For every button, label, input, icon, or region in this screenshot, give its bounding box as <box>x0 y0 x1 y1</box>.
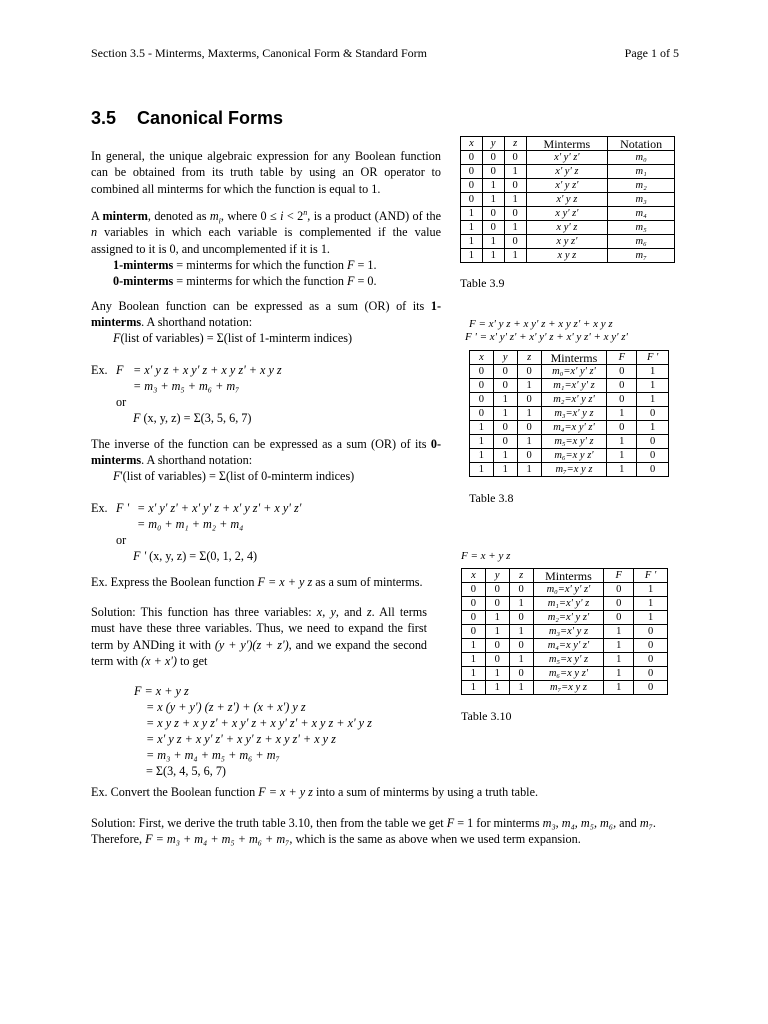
table-cell: 0 <box>637 435 669 449</box>
example-1-eq1: = x' y z + x y' z + x y z' + x y z <box>133 363 282 377</box>
expansion-line-3: = x' y z + x y' z' + x y' z + x y z' + x y z <box>146 732 336 746</box>
example-1-eq3: F (x, y, z) = Σ(3, 5, 6, 7) <box>133 411 252 425</box>
expansion-line-0: F = x + y z <box>134 684 189 698</box>
table-cell: m₀ <box>608 151 675 165</box>
table-cell: 1 <box>509 681 533 695</box>
table-row <box>462 681 668 695</box>
table-cell: m₆=x y z' <box>533 667 604 681</box>
table-cell: 0 <box>493 435 517 449</box>
expansion-line-2: = x y z + x y z' + x y' z + x y' z' + x y z + x' y z <box>146 716 372 730</box>
table-cell: 1 <box>509 625 533 639</box>
minterm-definition: A minterm, denoted as $m_i$, where $0 \le i < 2^n$, is a product (AND) of the n variables in which each variable is complemented if the value assigned to it is 0, and uncomplemented if it is 1. <box>91 207 441 256</box>
table-row <box>461 207 675 221</box>
table-cell: 0 <box>470 407 494 421</box>
example-2-or: or <box>116 533 127 547</box>
table-3-8-header-f-prime: F ' <box>637 351 669 365</box>
table-row <box>462 611 668 625</box>
table-cell: 0 <box>604 583 634 597</box>
table-cell: 0 <box>482 151 504 165</box>
table-3-8-caption: Table 3.8 <box>469 491 514 505</box>
table-3-8-header-f: F <box>607 351 637 365</box>
table-cell: 1 <box>517 379 541 393</box>
table-3-10-body <box>462 583 668 695</box>
table-3-8-header-z: z <box>517 351 541 365</box>
table-cell: 0 <box>604 597 634 611</box>
table-3-10-caption: Table 3.10 <box>461 709 512 723</box>
table-cell: m₃=x' y z <box>533 625 604 639</box>
table-row <box>470 421 669 435</box>
table-cell: 0 <box>493 379 517 393</box>
example-2-eq1: = x' y' z' + x' y' z + x' y z' + x y' z' <box>137 501 302 515</box>
table-3-10-header-minterms: Minterms <box>533 569 604 583</box>
table-cell: 0 <box>634 639 668 653</box>
table-cell: 0 <box>509 583 533 597</box>
table-cell: 0 <box>637 449 669 463</box>
table-cell: 1 <box>493 407 517 421</box>
table-row <box>470 379 669 393</box>
table-3-9-header-notation: Notation <box>608 137 675 151</box>
table-cell: 1 <box>637 379 669 393</box>
table-3-8-equation-f: F = x' y z + x y' z + x y z' + x y z <box>469 318 613 330</box>
table-cell: 1 <box>607 435 637 449</box>
table-cell: 1 <box>461 221 483 235</box>
table-3-8-header-minterms: Minterms <box>541 351 607 365</box>
table-cell: m₁=x' y' z <box>533 597 604 611</box>
table-row <box>461 193 675 207</box>
table-cell: 1 <box>637 421 669 435</box>
solution-2: Solution: First, we derive the truth table 3.10, then from the table we get F = 1 for minterms m₃, m₄, m₅, m₆, and m₇. Therefore, F = m₃ + m₄ + m₅ + m₆ + m₇, which is the same as above when we used term expansion. <box>91 816 656 847</box>
table-cell: 0 <box>517 393 541 407</box>
table-row <box>470 365 669 379</box>
table-row <box>462 597 668 611</box>
table-cell: 0 <box>509 611 533 625</box>
table-cell: 0 <box>482 221 504 235</box>
table-cell: 1 <box>517 463 541 477</box>
table-cell: 1 <box>461 235 483 249</box>
example-1-f: F <box>116 363 124 377</box>
table-cell: m₁=x' y' z <box>541 379 607 393</box>
table-cell: 1 <box>462 639 486 653</box>
table-3-9-header-x: x <box>461 137 483 151</box>
table-cell: 0 <box>470 393 494 407</box>
table-3-8-equation-f-prime: F ' = x' y' z' + x' y' z + x' y z' + x y' z' <box>465 331 628 343</box>
table-cell: 0 <box>504 151 526 165</box>
table-row <box>470 407 669 421</box>
table-row <box>462 667 668 681</box>
table-cell: m₀=x' y' z' <box>533 583 604 597</box>
table-cell: x' y z' <box>526 179 608 193</box>
table-cell: 1 <box>607 449 637 463</box>
table-cell: x y z <box>526 249 608 263</box>
table-cell: 1 <box>607 463 637 477</box>
table-cell: 0 <box>517 365 541 379</box>
table-cell: 0 <box>637 407 669 421</box>
table-cell: m₅ <box>608 221 675 235</box>
table-cell: m₃ <box>608 193 675 207</box>
table-cell: 1 <box>470 463 494 477</box>
table-cell: 0 <box>482 165 504 179</box>
table-cell: 1 <box>462 681 486 695</box>
table-3-8-header-y: y <box>493 351 517 365</box>
table-cell: 0 <box>634 681 668 695</box>
table-cell: x' y' z <box>526 165 608 179</box>
table-cell: m₄=x y' z' <box>533 639 604 653</box>
table-cell: m₀=x' y' z' <box>541 365 607 379</box>
table-cell: 1 <box>637 365 669 379</box>
table-cell: m₆ <box>608 235 675 249</box>
table-cell: 1 <box>482 179 504 193</box>
table-3-10-header-f-prime: F ' <box>634 569 668 583</box>
table-cell: 1 <box>482 249 504 263</box>
zero-minterm-notation: F'(list of variables) = Σ(list of 0-minterm indices) <box>113 469 355 483</box>
example-2-f: F ' <box>116 501 130 515</box>
table-cell: 0 <box>607 379 637 393</box>
example-2-eq3: F ' (x, y, z) = Σ(0, 1, 2, 4) <box>133 549 258 563</box>
table-cell: 0 <box>462 597 486 611</box>
table-cell: m₂=x' y z' <box>541 393 607 407</box>
table-cell: 1 <box>485 681 509 695</box>
table-cell: 0 <box>462 583 486 597</box>
table-cell: 1 <box>504 165 526 179</box>
table-3-10-header-y: y <box>485 569 509 583</box>
table-cell: 1 <box>482 193 504 207</box>
page-header-section: Section 3.5 - Minterms, Maxterms, Canonical Form & Standard Form <box>91 46 427 60</box>
solution-1: Solution: This function has three variables: x, y, and z. All terms must have these three variables. Thus, we need to expand the first term by ANDing it with (y + y')(z + z'), and we expand the second term with (x + x') to get <box>91 605 428 669</box>
table-3-9-header-z: z <box>504 137 526 151</box>
sum-of-one-minterms: Any Boolean function can be expressed as a sum (OR) of its 1- minterms. A shorthand notation: <box>91 299 441 330</box>
table-cell: 0 <box>462 611 486 625</box>
table-row <box>461 249 675 263</box>
table-cell: 0 <box>604 611 634 625</box>
section-title-text: Canonical Forms <box>137 108 284 128</box>
table-cell: 1 <box>634 583 668 597</box>
table-cell: x y' z <box>526 221 608 235</box>
table-cell: 1 <box>470 435 494 449</box>
table-cell: 0 <box>637 463 669 477</box>
table-cell: 0 <box>607 421 637 435</box>
table-cell: 0 <box>509 667 533 681</box>
table-3-9-header-minterms: Minterms <box>526 137 608 151</box>
table-cell: 1 <box>462 653 486 667</box>
table-cell: m₅=x y' z <box>533 653 604 667</box>
table-cell: 1 <box>504 249 526 263</box>
table-row <box>470 435 669 449</box>
table-cell: m₇=x y z <box>541 463 607 477</box>
table-cell: 1 <box>509 597 533 611</box>
table-cell: 0 <box>493 421 517 435</box>
table-cell: 1 <box>504 221 526 235</box>
table-cell: m₇ <box>608 249 675 263</box>
table-cell: m₄ <box>608 207 675 221</box>
table-cell: 1 <box>493 393 517 407</box>
one-minterms-line: 1-minterms = minterms for which the function F = 1. <box>113 258 377 272</box>
table-cell: 0 <box>607 393 637 407</box>
table-cell: 1 <box>604 639 634 653</box>
table-cell: 1 <box>493 463 517 477</box>
table-row <box>462 653 668 667</box>
example-1-label: Ex. <box>91 363 108 377</box>
table-cell: 1 <box>462 667 486 681</box>
table-cell: x y' z' <box>526 207 608 221</box>
one-minterm-notation: F(list of variables) = Σ(list of 1-minterm indices) <box>113 331 353 345</box>
example-1-or: or <box>116 395 127 409</box>
table-cell: 1 <box>637 393 669 407</box>
table-cell: 1 <box>604 625 634 639</box>
table-cell: x y z' <box>526 235 608 249</box>
table-cell: 1 <box>517 407 541 421</box>
table-cell: x' y' z' <box>526 151 608 165</box>
table-cell: 1 <box>604 653 634 667</box>
expansion-line-1: = x (y + y') (z + z') + (x + x') y z <box>146 700 306 714</box>
table-cell: 0 <box>517 421 541 435</box>
table-row <box>462 583 668 597</box>
expansion-line-4: = m₃ + m₄ + m₅ + m₆ + m₇ <box>146 748 280 762</box>
table-cell: m₆=x y z' <box>541 449 607 463</box>
table-row <box>461 151 675 165</box>
table-cell: 0 <box>509 639 533 653</box>
table-3-10-header-f: F <box>604 569 634 583</box>
table-cell: 0 <box>461 193 483 207</box>
table-3-10 <box>461 568 668 695</box>
table-cell: 0 <box>470 365 494 379</box>
table-cell: x' y z <box>526 193 608 207</box>
table-3-8-body <box>470 365 669 477</box>
section-number: 3.5 <box>91 108 117 128</box>
table-3-10-header-x: x <box>462 569 486 583</box>
table-row <box>470 449 669 463</box>
table-cell: 0 <box>461 165 483 179</box>
table-cell: 1 <box>517 435 541 449</box>
table-cell: 0 <box>517 449 541 463</box>
table-row <box>461 221 675 235</box>
page-number: Page 1 of 5 <box>624 46 679 60</box>
sum-of-zero-minterms: The inverse of the function can be expressed as a sum (OR) of its 0- minterms. A shorthand notation: <box>91 437 441 468</box>
table-3-9-body <box>461 151 675 263</box>
table-cell: 0 <box>504 207 526 221</box>
table-row <box>461 235 675 249</box>
table-cell: 1 <box>493 449 517 463</box>
table-cell: 0 <box>607 365 637 379</box>
table-cell: 1 <box>509 653 533 667</box>
table-cell: m₂=x' y z' <box>533 611 604 625</box>
table-cell: m₁ <box>608 165 675 179</box>
table-cell: 0 <box>485 639 509 653</box>
example-1-eq2: = m₃ + m₅ + m₆ + m₇ <box>133 379 240 393</box>
table-cell: 1 <box>634 611 668 625</box>
example-4: Ex. Convert the Boolean function F = x + y z into a sum of minterms by using a truth table. <box>91 785 539 799</box>
zero-minterms-line: 0-minterms = minterms for which the function F = 0. <box>113 274 377 288</box>
table-cell: 1 <box>485 611 509 625</box>
expansion-line-5: = Σ(3, 4, 5, 6, 7) <box>146 764 226 778</box>
table-cell: 0 <box>504 179 526 193</box>
table-cell: 0 <box>485 653 509 667</box>
table-cell: 0 <box>634 653 668 667</box>
table-cell: 1 <box>607 407 637 421</box>
table-row <box>470 393 669 407</box>
table-cell: 0 <box>461 179 483 193</box>
table-cell: 0 <box>462 625 486 639</box>
table-cell: 0 <box>470 379 494 393</box>
table-3-10-header-z: z <box>509 569 533 583</box>
table-cell: 1 <box>461 207 483 221</box>
example-2-eq2: = m₀ + m₁ + m₂ + m₄ <box>137 517 244 531</box>
table-cell: 0 <box>461 151 483 165</box>
example-2-label: Ex. <box>91 501 108 515</box>
table-cell: 0 <box>482 207 504 221</box>
intro-paragraph: In general, the unique algebraic expression for any Boolean function can be obtained from its truth table by using an OR operator to combined all minterms for which the function is equal to 1. <box>91 149 441 196</box>
table-cell: 0 <box>485 597 509 611</box>
table-cell: 0 <box>634 625 668 639</box>
table-3-8-header-x: x <box>470 351 494 365</box>
table-row <box>462 625 668 639</box>
table-row <box>470 463 669 477</box>
table-row <box>462 639 668 653</box>
table-cell: 1 <box>504 193 526 207</box>
table-cell: 1 <box>461 249 483 263</box>
section-title <box>91 108 283 129</box>
table-3-9-header-y: y <box>482 137 504 151</box>
example-3: Ex. Express the Boolean function F = x + y z as a sum of minterms. <box>91 575 423 589</box>
table-cell: m₃=x' y z <box>541 407 607 421</box>
table-cell: 0 <box>504 235 526 249</box>
table-cell: m₅=x y' z <box>541 435 607 449</box>
table-cell: m₄=x y' z' <box>541 421 607 435</box>
table-cell: 1 <box>470 449 494 463</box>
table-cell: 0 <box>493 365 517 379</box>
table-cell: 1 <box>604 667 634 681</box>
table-cell: 1 <box>604 681 634 695</box>
table-3-10-equation: F = x + y z <box>461 550 511 562</box>
table-3-9 <box>460 136 675 263</box>
table-cell: 1 <box>485 625 509 639</box>
table-cell: m₂ <box>608 179 675 193</box>
table-cell: 1 <box>482 235 504 249</box>
table-3-9-caption: Table 3.9 <box>460 276 505 290</box>
table-cell: 1 <box>485 667 509 681</box>
table-row <box>461 165 675 179</box>
table-cell: 0 <box>634 667 668 681</box>
table-row <box>461 179 675 193</box>
table-3-8 <box>469 350 669 477</box>
table-cell: m₇=x y z <box>533 681 604 695</box>
table-cell: 1 <box>470 421 494 435</box>
table-cell: 0 <box>485 583 509 597</box>
table-cell: 1 <box>634 597 668 611</box>
